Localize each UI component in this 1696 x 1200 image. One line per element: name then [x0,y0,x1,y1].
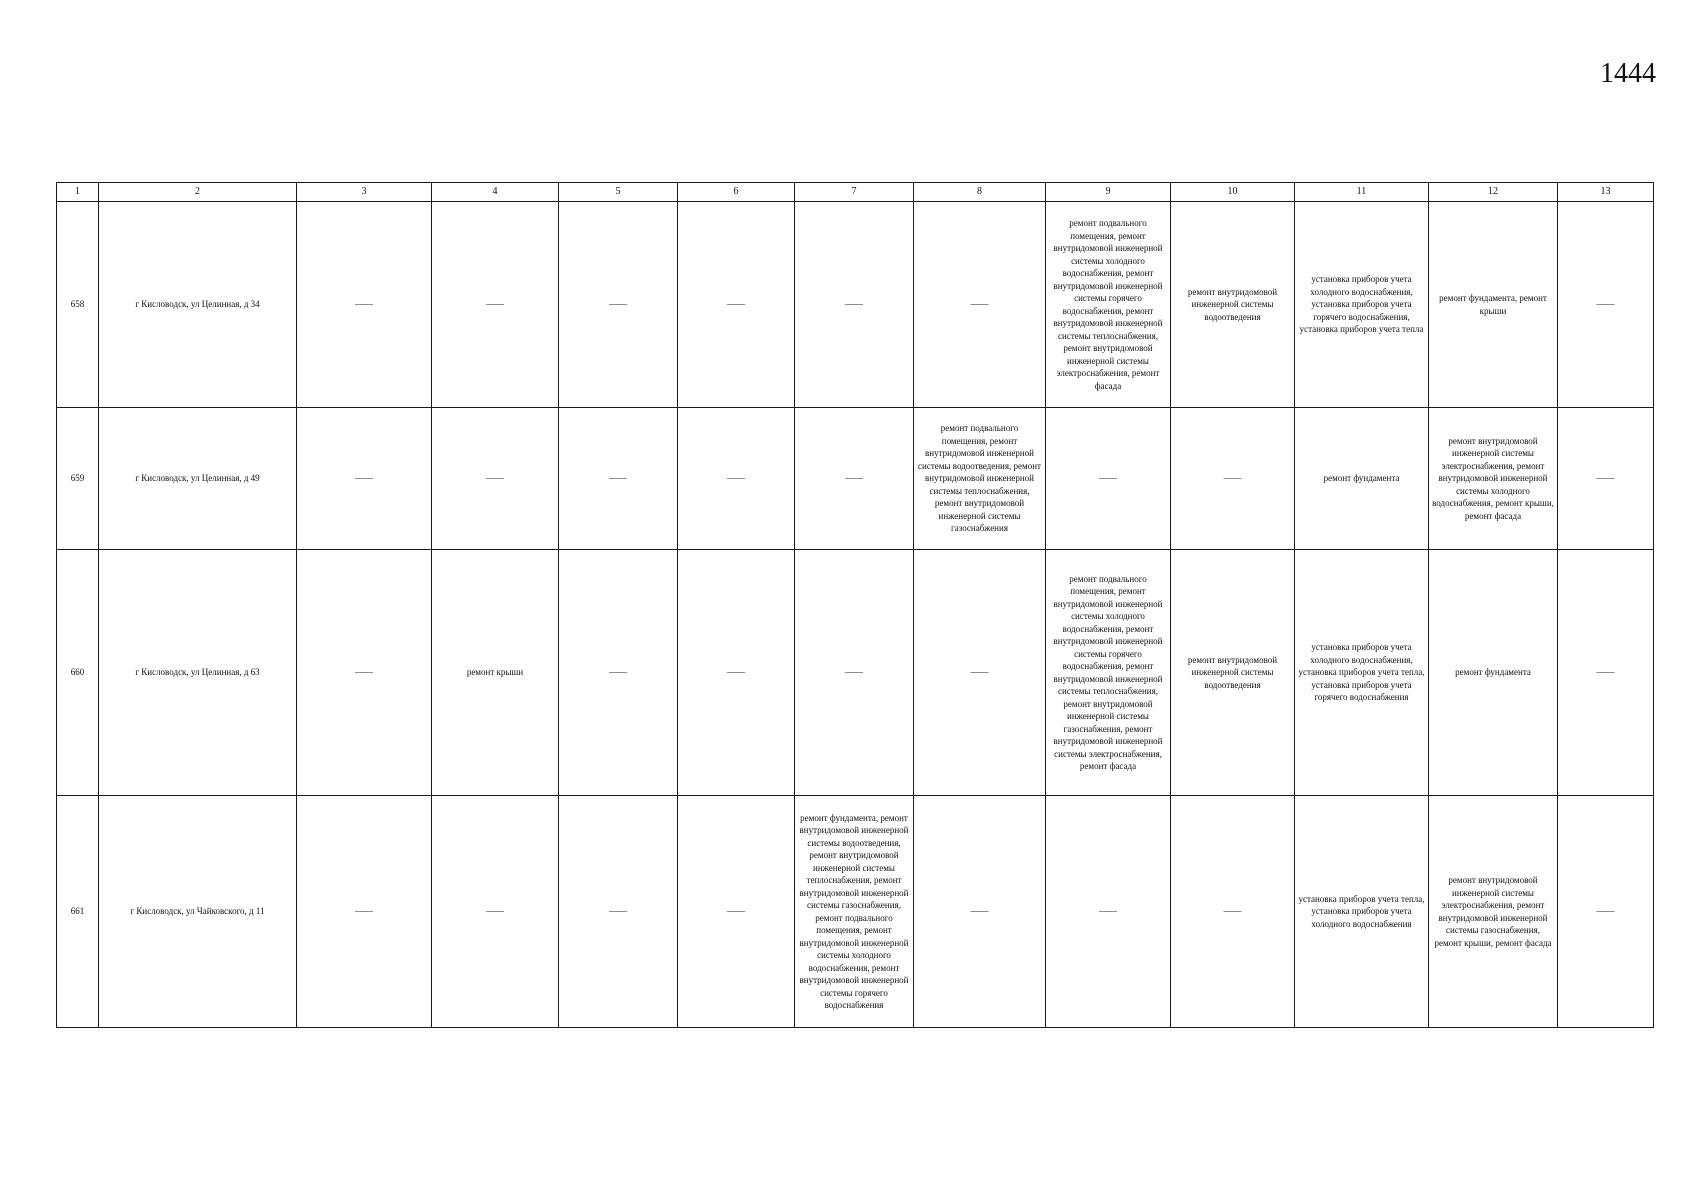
repair-schedule-table [56,182,1654,1028]
column-number-row [57,183,1654,202]
table-cell: —— [795,202,914,408]
table-cell: —— [297,550,432,796]
column-header: 6 [678,183,795,202]
table-cell: —— [678,796,795,1028]
column-header: 11 [1295,183,1429,202]
table-cell: —— [914,796,1046,1028]
table-cell: —— [795,550,914,796]
column-header: 5 [559,183,678,202]
column-header: 8 [914,183,1046,202]
table-cell: ремонт внутридомовой инженерной системы электроснабжения, ремонт внутридомовой инженерной системы газоснабжения, ремонт крыши, ремонт фасада [1429,796,1558,1028]
address-cell: г Кисловодск, ул Целинная, д 34 [99,202,297,408]
table-cell: —— [1558,202,1654,408]
table-cell: ремонт подвального помещения, ремонт внутридомовой инженерной системы холодного водоснабжения, ремонт внутридомовой инженерной системы горячего водоснабжения, ремонт внутридомовой инженерной системы теплоснабжения, ремонт внутридомовой инженерной системы газоснабжения, ремонт внутридомовой инженерной системы электроснабжения, ремонт фасада [1046,550,1171,796]
row-number: 659 [57,408,99,550]
row-number: 658 [57,202,99,408]
table-cell: —— [432,202,559,408]
column-header: 10 [1171,183,1295,202]
table-cell: —— [914,202,1046,408]
table-cell: установка приборов учета холодного водоснабжения, установка приборов учета тепла, установка приборов учета горячего водоснабжения [1295,550,1429,796]
table-cell: —— [559,550,678,796]
table-cell: —— [914,550,1046,796]
table-cell: ремонт внутридомовой инженерной системы электроснабжения, ремонт внутридомовой инженерной системы холодного водоснабжения, ремонт крыши, ремонт фасада [1429,408,1558,550]
table-cell: ремонт фундамента, ремонт внутридомовой инженерной системы водоотведения, ремонт внутридомовой инженерной системы теплоснабжения, ремонт внутридомовой инженерной системы газоснабжения, ремонт подвального помещения, ремонт внутридомовой инженерной системы холодного водоснабжения, ремонт внутридомовой инженерной системы горячего водоснабжения [795,796,914,1028]
table-cell: ремонт фундамента [1429,550,1558,796]
table-cell: —— [678,202,795,408]
page-number: 1444 [1600,58,1656,89]
table-cell: ремонт фундамента, ремонт крыши [1429,202,1558,408]
table-cell: —— [1171,408,1295,550]
table-cell: —— [1558,796,1654,1028]
table-cell: —— [559,202,678,408]
row-number: 661 [57,796,99,1028]
table-cell: установка приборов учета тепла, установка приборов учета холодного водоснабжения [1295,796,1429,1028]
column-header: 9 [1046,183,1171,202]
table-cell: —— [297,202,432,408]
table-cell: —— [1558,408,1654,550]
table-cell: —— [795,408,914,550]
table-cell: —— [432,796,559,1028]
table-cell: ремонт крыши [432,550,559,796]
table-row [57,796,1654,1028]
table-cell: ремонт фундамента [1295,408,1429,550]
column-header: 12 [1429,183,1558,202]
table-cell: —— [1046,408,1171,550]
table-cell: —— [297,408,432,550]
address-cell: г Кисловодск, ул Целинная, д 49 [99,408,297,550]
column-header: 13 [1558,183,1654,202]
address-cell: г Кисловодск, ул Чайковского, д 11 [99,796,297,1028]
table-cell: —— [559,796,678,1028]
table-cell: —— [559,408,678,550]
column-header: 1 [57,183,99,202]
table-cell: ремонт внутридомовой инженерной системы водоотведения [1171,550,1295,796]
table-cell: —— [1558,550,1654,796]
table-row [57,550,1654,796]
row-number: 660 [57,550,99,796]
column-header: 7 [795,183,914,202]
column-header: 2 [99,183,297,202]
table-cell: —— [1171,796,1295,1028]
table-row [57,408,1654,550]
column-header: 3 [297,183,432,202]
table-row [57,202,1654,408]
table-cell: —— [297,796,432,1028]
table-cell: —— [678,550,795,796]
table-cell: установка приборов учета холодного водоснабжения, установка приборов учета горячего водоснабжения, установка приборов учета тепла [1295,202,1429,408]
table-cell: ремонт подвального помещения, ремонт внутридомовой инженерной системы водоотведения, ремонт внутридомовой инженерной системы теплоснабжения, ремонт внутридомовой инженерной системы газоснабжения [914,408,1046,550]
table-cell: ремонт подвального помещения, ремонт внутридомовой инженерной системы холодного водоснабжения, ремонт внутридомовой инженерной системы горячего водоснабжения, ремонт внутридомовой инженерной системы теплоснабжения, ремонт внутридомовой инженерной системы электроснабжения, ремонт фасада [1046,202,1171,408]
table-cell: —— [678,408,795,550]
address-cell: г Кисловодск, ул Целинная, д 63 [99,550,297,796]
table-cell: ремонт внутридомовой инженерной системы водоотведения [1171,202,1295,408]
column-header: 4 [432,183,559,202]
table-cell: —— [432,408,559,550]
table-cell: —— [1046,796,1171,1028]
